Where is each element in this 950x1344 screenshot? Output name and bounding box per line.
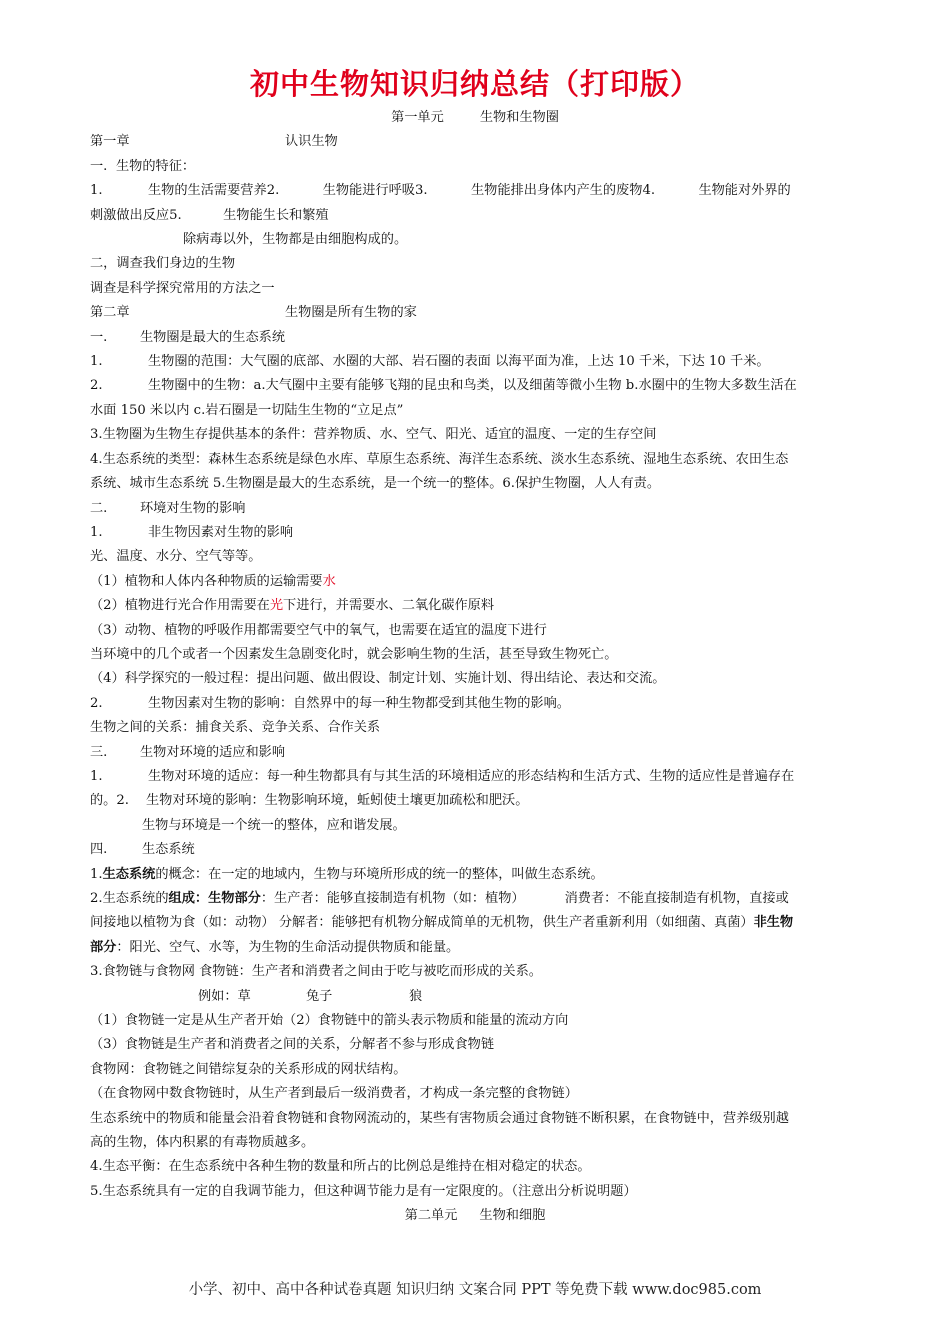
chapter1-title: 认识生物: [285, 134, 338, 150]
unit1-heading: [90, 106, 860, 130]
eco-1: 1.生态系统的概念：在一定的地域内，生物与环境所形成的统一的整体，叫做生态系统。: [90, 866, 604, 882]
survey-line: 调查是科学探究常用的方法之一: [90, 280, 275, 296]
section-ecosystem: 四. 生态系统: [90, 842, 195, 858]
highlight-water: 水: [322, 573, 336, 589]
eco-2-cont: 间接地以植物为食（如：动物） 分解者：能够把有机物分解成简单的无机物，供生产者重新利用（如细菌、真菌）非生物: [90, 915, 794, 931]
section-characteristics: 一. 生物的特征：: [90, 158, 196, 174]
eco-3-web: 食物网：食物链之间错综复杂的关系形成的网状结构。: [90, 1061, 407, 1077]
env-factors: 光、温度、水分、空气等等。: [90, 549, 262, 565]
characteristics-line-1: 1. 生物的生活需要营养2. 生物能进行呼吸3. 生物能排出身体内产生的废物4. 生物能对外界的: [90, 183, 791, 199]
eco-3a: （1）食物链一定是从生产者开始（2）食物链中的箭头表示物质和能量的流动方向: [90, 1013, 569, 1029]
chapter1-heading: [90, 130, 860, 154]
env-1d: （4）科学探究的一般过程：提出问题、做出假设、制定计划、实施计划、得出结论、表达和交流。: [90, 671, 666, 687]
env-relations: 生物之间的关系：捕食关系、竞争关系、合作关系: [90, 720, 381, 736]
eco-3-count: （在食物网中数食物链时，从生产者到最后一级消费者，才构成一条完整的食物链）: [90, 1086, 578, 1102]
document-body: [90, 106, 860, 1229]
unit2-heading: [90, 1204, 860, 1228]
eco-3-flow-cont: 高的生物，体内积累的有毒物质越多。: [90, 1135, 315, 1151]
env-2: 2. 生物因素对生物的影响：自然界中的每一种生物都受到其他生物的影响。: [90, 695, 570, 711]
eco-5: 5.生态系统具有一定的自我调节能力，但这种调节能力是有一定限度的。（注意出分析说明题）: [90, 1183, 637, 1199]
biosphere-1: 1. 生物圈的范围：大气圈的底部、水圈的大部、岩石圈的表面 以海平面为准，上达 10 千米，下达 10 千米。: [90, 354, 770, 370]
biosphere-4-cont: 系统、城市生态系统 5.生物圈是最大的生态系统，是一个统一的整体。6.保护生物圈，人人有责。: [90, 476, 661, 492]
footer-promo: 小学、初中、高中各种试卷真题 知识归纳 文案合同 PPT 等免费下载 www.doc985.com: [188, 1282, 762, 1298]
biosphere-4: 4.生态系统的类型：森林生态系统是绿色水库、草原生态系统、海洋生态系统、淡水生态系统、湿地生态系统、农田生态: [90, 451, 789, 467]
section-biosphere: 一. 生物圈是最大的生态系统: [90, 329, 286, 345]
adapt-1: 1. 生物对环境的适应：每一种生物都具有与其生活的环境相适应的形态结构和生活方式、生物的适应性是普遍存在: [90, 768, 795, 784]
eco-3: 3.食物链与食物网 食物链：生产者和消费者之间由于吃与被吃而形成的关系。: [90, 964, 542, 980]
chapter1-label: 第一章: [90, 134, 130, 150]
eco-3b: （3）食物链是生产者和消费者之间的关系，分解者不参与形成食物链: [90, 1037, 495, 1053]
env-1c: （3）动物、植物的呼吸作用都需要空气中的氧气，也需要在适宜的温度下进行: [90, 622, 547, 638]
section-environment: 二. 环境对生物的影响: [90, 500, 246, 516]
unit1-number: 第一单元: [391, 110, 444, 125]
unit2-number: 第二单元: [404, 1208, 458, 1224]
eco-2-cont2: 部分：阳光、空气、水等，为生物的生命活动提供物质和能量。: [90, 939, 460, 955]
eco-4: 4.生态平衡：在生态系统中各种生物的数量和所占的比例总是维持在相对稳定的状态。: [90, 1159, 591, 1175]
section-survey: 二，调查我们身边的生物: [90, 256, 236, 272]
unit1-title: 生物和生物圈: [479, 110, 559, 125]
biosphere-2-cont: 水面 150 米以内 c.岩石圈是一切陆生生物的“立足点”: [90, 402, 404, 418]
unit2-title: 生物和细胞: [479, 1208, 546, 1224]
section-adaptation: 三. 生物对环境的适应和影响: [90, 744, 286, 760]
chapter2-label: 第二章: [90, 305, 130, 321]
food-chain-example: 例如：草 兔子 狼: [198, 988, 423, 1004]
env-change: 当环境中的几个或者一个因素发生急剧变化时，就会影响生物的生活，甚至导致生物死亡。: [90, 646, 618, 662]
env-1b: （2）植物进行光合作用需要在光下进行，并需要水、二氧化碳作原料: [90, 598, 495, 614]
adapt-2: 的。2. 生物对环境的影响：生物影响环境，蚯蚓使土壤更加疏松和肥沃。: [90, 793, 529, 809]
characteristics-line-2: 刺激做出反应5. 生物能生长和繁殖: [90, 207, 329, 223]
eco-2: 2.生态系统的组成：生物部分：生产者：能够直接制造有机物（如：植物） 消费者：不能直接制造有机物，直接或: [90, 891, 789, 906]
biosphere-2: 2. 生物圈中的生物：a.大气圈中主要有能够飞翔的昆虫和鸟类，以及细菌等微小生物 b.水圈中的生物大多数生活在: [90, 378, 797, 394]
env-1a: （1）植物和人体内各种物质的运输需要水: [90, 573, 336, 589]
adapt-unity: 生物与环境是一个统一的整体，应和谐发展。: [142, 817, 406, 833]
chapter2-title: 生物圈是所有生物的家: [285, 305, 417, 321]
highlight-light: 光: [269, 598, 284, 614]
virus-note: 除病毒以外，生物都是由细胞构成的。: [183, 232, 408, 248]
env-1: 1. 非生物因素对生物的影响: [90, 524, 294, 540]
chapter2-heading: [90, 301, 860, 325]
eco-3-flow: 生态系统中的物质和能量会沿着食物链和食物网流动的，某些有害物质会通过食物链不断积累，在食物链中，营养级别越: [90, 1110, 789, 1126]
document-title: 初中生物知识归纳总结（打印版）: [249, 67, 700, 101]
biosphere-3: 3.生物圈为生物生存提供基本的条件：营养物质、水、空气、阳光、适宜的温度、一定的生存空间: [90, 427, 657, 443]
